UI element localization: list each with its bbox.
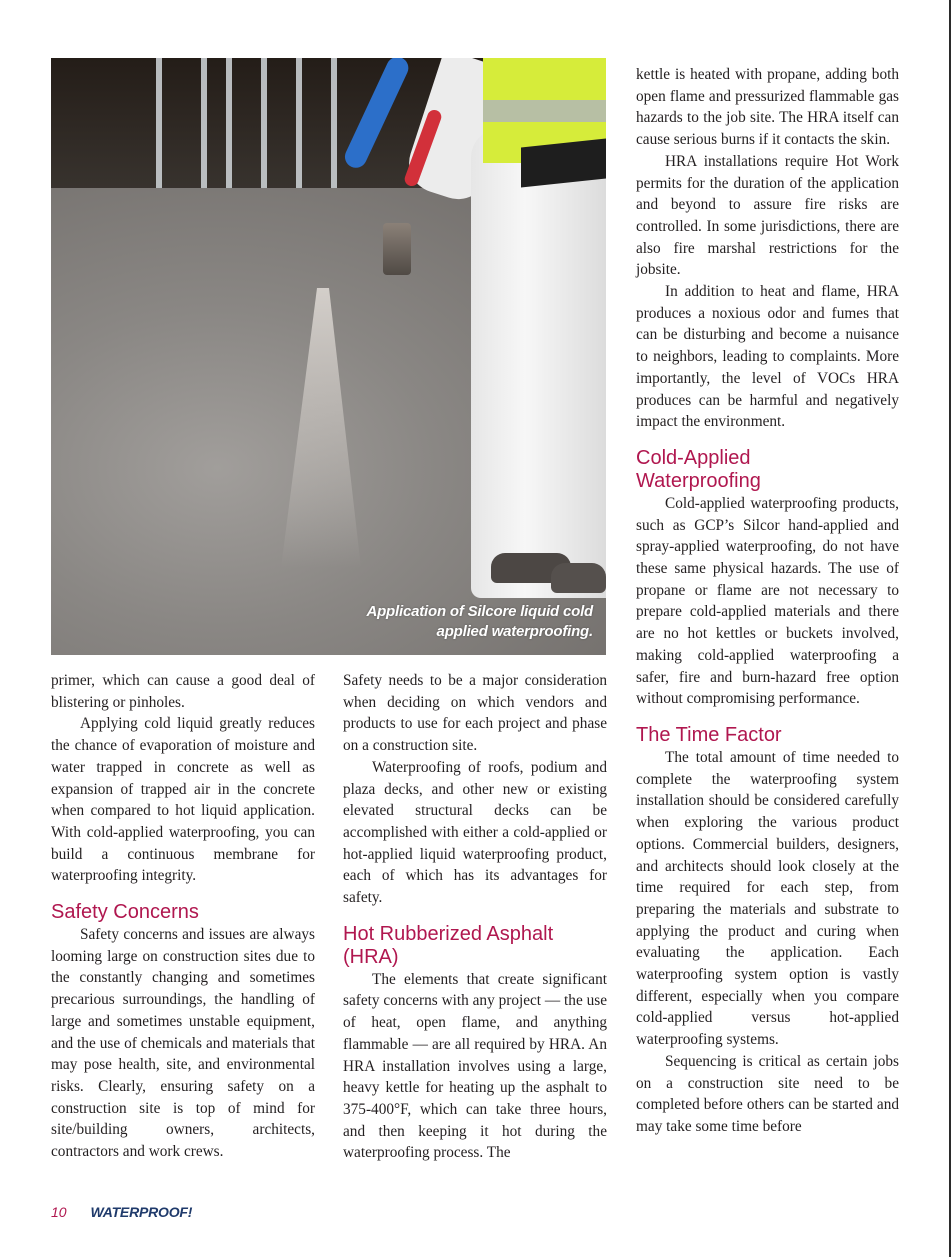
photo-worker-boot: [551, 563, 606, 593]
paragraph: In addition to heat and flame, HRA produces a noxious odor and fumes that can be disturbing and become a nuisance to neighbors, leading to complaints. More importantly, the level of VOCs HRA produces can be harmful and negatively impact the environment.: [636, 283, 899, 431]
photo-spray-gun: [383, 223, 411, 275]
paragraph: Applying cold liquid greatly reduces the chance of evaporation of moisture and water trapped in concrete as well as expansion of trapped air in the concrete when compared to hot liquid application. With cold-applied waterproofing, you can build a continuous membrane for waterproofing integrity.: [51, 715, 315, 885]
paragraph: The elements that create significant safety concerns with any project — the use of heat, open flame, and anything flammable — are all required by HRA. An HRA installation involves using a large, heavy kettle for heating up the asphalt to 375-400°F, which can take three hours, and then keeping it hot during the waterproofing process. The: [343, 970, 607, 1162]
photo-caption-line: applied waterproofing.: [436, 623, 593, 640]
section-heading-hra: Hot Rubberized Asphalt (HRA): [343, 922, 554, 968]
paragraph: primer, which can cause a good deal of blistering or pinholes.: [51, 672, 315, 711]
photo-caption-line: Application of Silcore liquid cold: [366, 603, 593, 620]
text-column-3: [636, 64, 899, 1138]
heading-line: Waterproofing: [636, 469, 761, 492]
heading-line: Cold-Applied: [636, 446, 751, 469]
paragraph: The total amount of time needed to complete the waterproofing system installation should be considered carefully when exploring the various product options. Commercial builders, designers, and architects should look closely at the time required for each step, from preparing the materials and substrate to applying the product and curing when evaluating the application. Each waterproofing system option is vastly different, especially when you compare cold-applied versus hot-applied waterproofing systems.: [636, 748, 899, 1049]
photo-vest-reflective-stripe: [483, 100, 606, 122]
paragraph: Safety needs to be a major consideration when deciding on which vendors and products to use for each project and phase on a construction site.: [343, 672, 607, 755]
section-heading-safety-concerns: Safety Concerns: [51, 901, 199, 924]
paragraph: Cold-applied waterproofing products, such as GCP’s Silcor hand-applied and spray-applied waterproofing, do not have these same physical hazards. The use of propane or flame are not necessary to prepare cold-applied materials and there are no hot kettles or buckets involved, making cold-applied waterproofing a safer, fire and burn-hazard free option without compromising performance.: [636, 494, 899, 708]
paragraph: Waterproofing of roofs, podium and plaza decks, and other new or existing elevated structural decks can be accomplished with either a cold-applied or hot-applied liquid waterproofing product, each of which has its advantages for safety.: [343, 758, 607, 907]
publication-name: WATERPROOF!: [90, 1204, 193, 1220]
page-number: 10: [51, 1204, 67, 1220]
photo-worker-suit: [471, 128, 606, 598]
text-column-2: [343, 670, 607, 1164]
paragraph: HRA installations require Hot Work permits for the duration of the application and beyond to assure fire risks are controlled. In some jurisdictions, there are also fire marshal restrictions for the jobsite.: [636, 152, 899, 279]
page-footer: [51, 1204, 192, 1220]
paragraph: kettle is heated with propane, adding both open flame and pressurized flammable gas hazards to the job site. The HRA itself can cause serious burns if it contacts the skin.: [636, 66, 899, 149]
paragraph: Safety concerns and issues are always looming large on construction sites due to the constantly changing and sometimes precarious surroundings, the handling of large and sometimes unstable equipment, and the use of chemicals and materials that may pose health, site, and environmental risks. Clearly, ensuring safety on a construction site is top of mind for site/building owners, architects, contractors and work crews.: [51, 926, 315, 1161]
text-column-1: [51, 670, 315, 1163]
section-heading-time-factor: The Time Factor: [636, 723, 782, 746]
photo-caption: [273, 602, 593, 642]
photo-scaffold-pole: [226, 58, 232, 208]
article-photo: [51, 58, 606, 655]
paragraph: Sequencing is critical as certain jobs on a construction site need to be completed before others can be started and may take some time before: [636, 1052, 899, 1135]
section-heading-cold-applied: [636, 447, 899, 493]
